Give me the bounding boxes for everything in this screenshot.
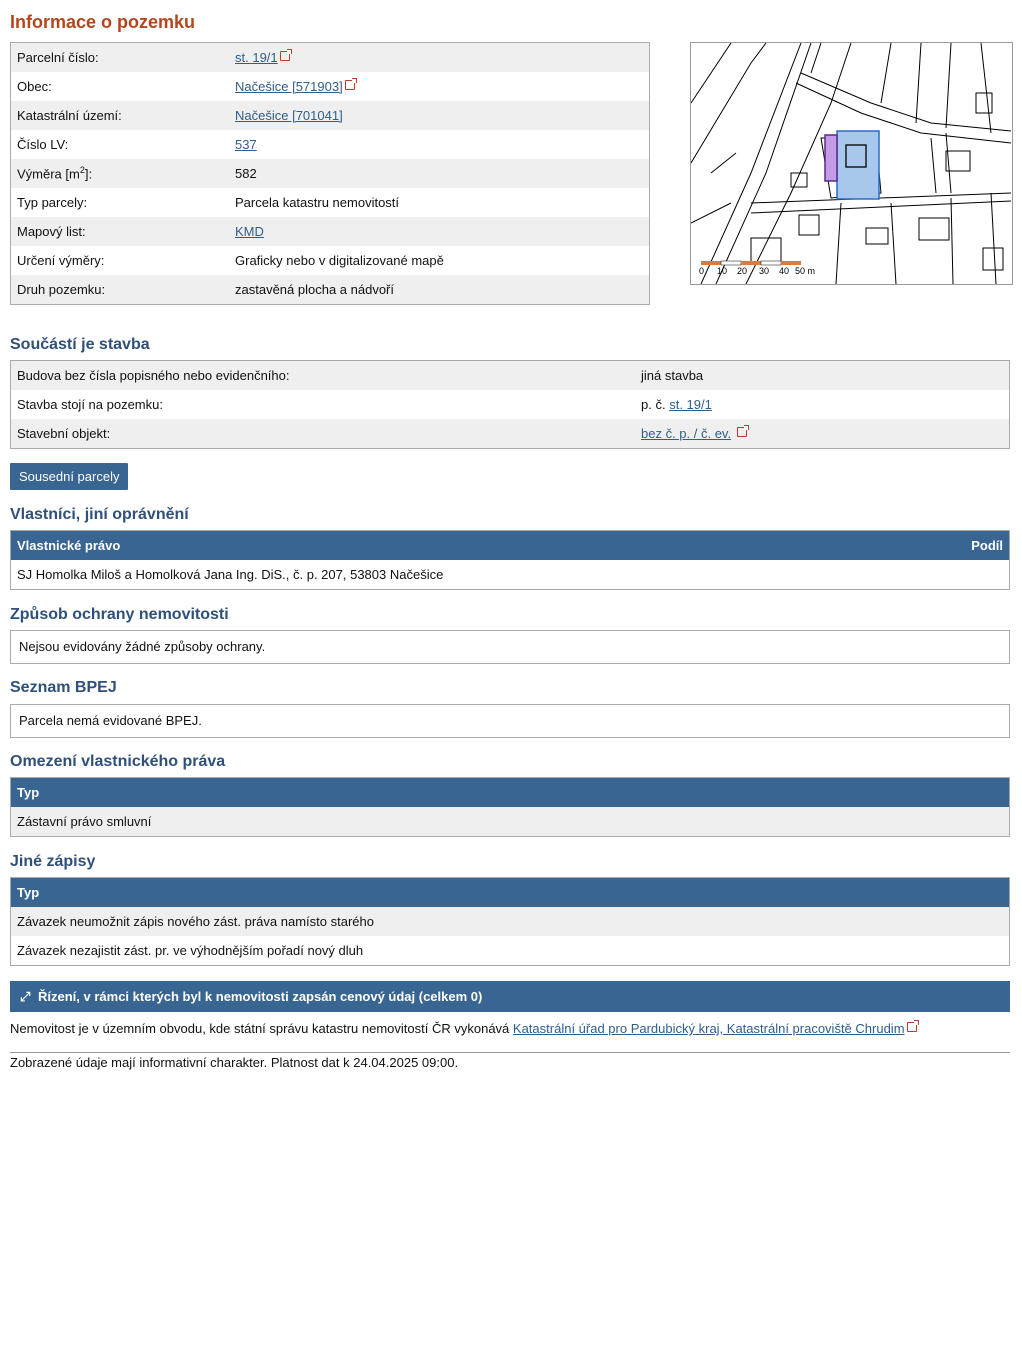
table-row xyxy=(11,560,1010,590)
footer-note: Zobrazené údaje mají informativní charakter. Platnost dat k 24.04.2025 09:00. xyxy=(10,1055,459,1070)
info-value xyxy=(229,43,650,73)
owners-heading: Vlastníci, jiní oprávnění xyxy=(10,506,189,523)
info-row-municipality xyxy=(11,72,650,101)
scale-label: 0 xyxy=(699,266,705,276)
external-link-icon[interactable] xyxy=(280,51,290,61)
table-row xyxy=(11,807,1010,837)
building-label: Stavební objekt: xyxy=(11,419,636,449)
bpej-box: Parcela nemá evidované BPEJ. xyxy=(10,704,1010,738)
table-header xyxy=(11,531,1010,561)
expand-icon: ⤢ xyxy=(20,989,31,1004)
table-header xyxy=(11,778,1010,808)
lv-number-link[interactable]: 537 xyxy=(235,137,257,152)
column-header: Typ xyxy=(11,778,1010,808)
building-parcel-link[interactable]: st. 19/1 xyxy=(669,397,712,412)
info-value xyxy=(229,217,650,246)
external-link-icon[interactable] xyxy=(737,427,747,437)
owner-entry: SJ Homolka Miloš a Homolková Jana Ing. DiS., č. p. 207, 53803 Načešice xyxy=(17,567,444,582)
info-label: Katastrální území: xyxy=(11,101,230,130)
map-drawing xyxy=(691,43,1012,284)
building-value: jiná stavba xyxy=(635,361,1010,391)
cadastral-area-link[interactable]: Načešice [701041] xyxy=(235,108,343,123)
record-entry: Závazek neumožnit zápis nového zást. práva namísto starého xyxy=(11,907,1010,936)
info-value xyxy=(229,72,650,101)
column-header: Vlastnické právo xyxy=(11,531,734,561)
info-label: Číslo LV: xyxy=(17,137,69,152)
building-label: Stavba stojí na pozemku: xyxy=(17,397,163,412)
info-label: Parcelní číslo: xyxy=(11,43,230,73)
external-link-icon[interactable] xyxy=(907,1022,917,1032)
proceedings-toggle[interactable]: ⤢ Řízení, v rámci kterých byl k nemovitosti zapsán cenový údaj (celkem 0) xyxy=(10,981,1010,1012)
parcel-number-link[interactable]: st. 19/1 xyxy=(235,50,278,65)
column-header: Podíl xyxy=(733,531,1009,561)
scale-label: 20 xyxy=(737,266,748,276)
building-label: Budova bez čísla popisného nebo evidenčního: xyxy=(11,361,636,391)
building-value: p. č. st. 19/1 xyxy=(641,397,712,412)
info-value: 582 xyxy=(229,159,650,188)
page-title: Informace o pozemku xyxy=(10,12,196,32)
divider xyxy=(10,1052,1010,1053)
parcel-info-table xyxy=(10,42,650,305)
map-scale-bar xyxy=(701,261,801,265)
info-label: Typ parcely: xyxy=(17,195,88,210)
scale-label: 40 xyxy=(779,266,790,276)
table-row xyxy=(11,936,1010,966)
building-table xyxy=(10,360,1010,449)
cadastral-map[interactable] xyxy=(690,42,1013,285)
info-value xyxy=(229,101,650,130)
scale-label: 50 m xyxy=(795,266,816,276)
other-records-table xyxy=(10,877,1010,966)
info-label: Druh pozemku: xyxy=(11,275,230,305)
scale-label: 30 xyxy=(759,266,770,276)
protection-box: Nejsou evidovány žádné způsoby ochrany. xyxy=(10,630,1010,664)
construction-object-link[interactable]: bez č. p. / č. ev. xyxy=(641,426,732,441)
info-row-map-sheet xyxy=(11,217,650,246)
protection-heading: Způsob ochrany nemovitosti xyxy=(10,606,229,623)
other-records-heading: Jiné zápisy xyxy=(10,853,96,870)
cadastral-office-link[interactable]: Katastrální úřad pro Pardubický kraj, Katastrální pracoviště Chrudim xyxy=(512,1021,905,1036)
office-note: Nemovitost je v územním obvodu, kde státní správu katastru nemovitostí ČR vykonává Katastrální úřad pro Pardubický kraj, Katastrální pracoviště Chrudim xyxy=(10,1021,917,1036)
column-header: Typ xyxy=(11,878,1010,908)
restriction-entry: Zástavní právo smluvní xyxy=(11,807,1010,837)
info-label: Obec: xyxy=(17,79,52,94)
building-value xyxy=(635,419,1010,449)
info-row-area-determination xyxy=(11,246,650,275)
bpej-heading: Seznam BPEJ xyxy=(10,679,117,696)
table-row xyxy=(11,361,1010,391)
info-value: Graficky nebo v digitalizované mapě xyxy=(235,253,444,268)
restrictions-table xyxy=(10,777,1010,837)
building-heading: Součástí je stavba xyxy=(10,336,150,353)
owners-table xyxy=(10,530,1010,590)
info-row-area xyxy=(11,159,650,188)
info-row-parcel-number xyxy=(11,43,650,73)
info-row-land-type xyxy=(11,275,650,305)
restrictions-heading: Omezení vlastnického práva xyxy=(10,753,226,770)
info-label: Mapový list: xyxy=(11,217,230,246)
selected-parcel-highlight xyxy=(837,131,879,199)
info-value: zastavěná plocha a nádvoří xyxy=(229,275,650,305)
info-value xyxy=(229,130,650,159)
table-row xyxy=(11,419,1010,449)
table-row xyxy=(11,907,1010,936)
external-link-icon[interactable] xyxy=(345,80,355,90)
record-entry: Závazek nezajistit zást. pr. ve výhodnějším pořadí nový dluh xyxy=(17,943,364,958)
info-row-lv-number xyxy=(11,130,650,159)
info-label: Výměra $[m^2]$: xyxy=(11,159,230,188)
info-row-parcel-type xyxy=(11,188,650,217)
municipality-link[interactable]: Načešice [571903] xyxy=(235,79,343,94)
table-row xyxy=(11,390,1010,419)
building-highlight xyxy=(825,135,837,181)
scale-label: 10 xyxy=(717,266,728,276)
table-header xyxy=(11,878,1010,908)
map-sheet-link[interactable]: KMD xyxy=(235,224,264,239)
info-label: Určení výměry: xyxy=(17,253,105,268)
neighbor-parcels-button[interactable]: Sousední parcely xyxy=(10,463,128,490)
info-row-cadastral-area xyxy=(11,101,650,130)
info-value: Parcela katastru nemovitostí xyxy=(235,195,400,210)
